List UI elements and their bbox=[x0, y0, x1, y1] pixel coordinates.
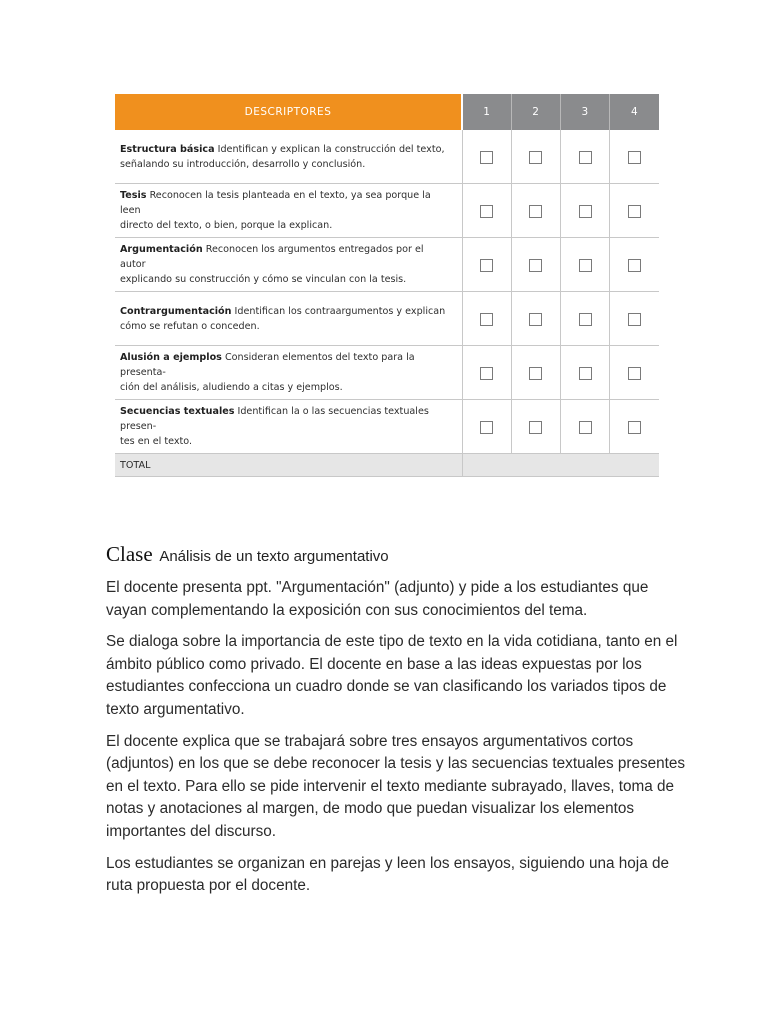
score-checkbox-4[interactable] bbox=[628, 367, 641, 380]
criterion-row-contrargumentacion bbox=[115, 292, 659, 346]
score-checkbox-4[interactable] bbox=[628, 205, 641, 218]
rubric-table bbox=[115, 94, 659, 477]
paragraph-1: El docente presenta ppt. "Argumentación" (adjunto) y pide a los estudiantes que vayan complementando la exposición con sus conocimientos del tema. bbox=[106, 579, 649, 619]
criterion-title: Contrargumentación bbox=[120, 305, 232, 317]
score-checkbox-4[interactable] bbox=[628, 151, 641, 164]
rubric-header-row bbox=[115, 94, 659, 130]
score-checkbox-3[interactable] bbox=[579, 205, 592, 218]
paragraph-3: El docente explica que se trabajará sobre tres ensayos argumentativos cortos (adjuntos) en los que se debe reconocer la tesis y las secuencias textuales presentes en el texto. Para ello se pide intervenir el texto mediante subrayado, llaves, toma de notas y anotaciones al margen, de modo que puedan visualizar los elementos importantes del discurso. bbox=[106, 732, 686, 840]
score-header-4: 4 bbox=[610, 94, 659, 130]
score-checkbox-2[interactable] bbox=[529, 205, 542, 218]
score-checkbox-3[interactable] bbox=[579, 259, 592, 272]
criterion-description bbox=[115, 292, 462, 346]
score-checkbox-2[interactable] bbox=[529, 313, 542, 326]
criterion-text-cont: señalando su introducción, desarrollo y conclusión. bbox=[120, 158, 366, 170]
criterion-title: Secuencias textuales bbox=[120, 406, 235, 417]
criterion-text: Identifican los contraargumentos y explican bbox=[234, 305, 446, 317]
criterion-text-cont: ción del análisis, aludiendo a citas y ejemplos. bbox=[120, 382, 343, 393]
criterion-text: Identifican la o las secuencias textuales presen- bbox=[120, 406, 429, 432]
score-checkbox-1[interactable] bbox=[480, 421, 493, 434]
lesson-section bbox=[106, 540, 686, 907]
criterion-text-cont: cómo se refutan o conceden. bbox=[120, 320, 260, 332]
score-checkbox-1[interactable] bbox=[480, 367, 493, 380]
criterion-title: Argumentación bbox=[120, 244, 203, 255]
criterion-text-cont: directo del texto, o bien, porque la explican. bbox=[120, 220, 333, 231]
score-checkbox-1[interactable] bbox=[480, 313, 493, 326]
score-checkbox-2[interactable] bbox=[529, 367, 542, 380]
score-checkbox-3[interactable] bbox=[579, 313, 592, 326]
score-checkbox-2[interactable] bbox=[529, 259, 542, 272]
criterion-row-estructura bbox=[115, 130, 659, 184]
total-value bbox=[462, 454, 659, 477]
criterion-description bbox=[115, 130, 462, 184]
score-checkbox-2[interactable] bbox=[529, 151, 542, 164]
criterion-text-cont: tes en el texto. bbox=[120, 436, 193, 447]
criterion-text: Consideran elementos del texto para la presenta- bbox=[120, 352, 415, 378]
score-checkbox-3[interactable] bbox=[579, 421, 592, 434]
paragraph-2: Se dialoga sobre la importancia de este tipo de texto en la vida cotidiana, tanto en el ámbito público como privado. El docente en base a las ideas expuestas por los estudiantes confecciona un cuadro donde se van clasificando los variados tipos de texto argumentativo. bbox=[106, 633, 678, 718]
score-checkbox-1[interactable] bbox=[480, 205, 493, 218]
criterion-text: Reconocen los argumentos entregados por el autor bbox=[120, 244, 424, 270]
score-checkbox-4[interactable] bbox=[628, 259, 641, 272]
criterion-row-secuencias bbox=[115, 400, 659, 454]
total-row bbox=[115, 454, 659, 477]
score-checkbox-4[interactable] bbox=[628, 421, 641, 434]
score-header-1: 1 bbox=[462, 94, 511, 130]
criterion-description bbox=[115, 238, 462, 292]
score-checkbox-4[interactable] bbox=[628, 313, 641, 326]
criterion-text: Reconocen la tesis planteada en el texto, ya sea porque la leen bbox=[120, 190, 431, 216]
score-checkbox-3[interactable] bbox=[579, 367, 592, 380]
score-checkbox-2[interactable] bbox=[529, 421, 542, 434]
criterion-row-tesis bbox=[115, 184, 659, 238]
section-title-prefix: Clase bbox=[106, 542, 153, 566]
criterion-description bbox=[115, 400, 462, 454]
criterion-description bbox=[115, 346, 462, 400]
score-checkbox-1[interactable] bbox=[480, 151, 493, 164]
score-header-2: 2 bbox=[511, 94, 560, 130]
paragraph-4: Los estudiantes se organizan en parejas y leen los ensayos, siguiendo una hoja de ruta propuesta por el docente. bbox=[106, 854, 669, 895]
criterion-description bbox=[115, 184, 462, 238]
criterion-text-cont: explicando su construcción y cómo se vinculan con la tesis. bbox=[120, 274, 407, 285]
score-checkbox-1[interactable] bbox=[480, 259, 493, 272]
criterion-row-argumentacion bbox=[115, 238, 659, 292]
descriptors-header: DESCRIPTORES bbox=[115, 94, 462, 130]
criterion-title: Tesis bbox=[120, 190, 147, 201]
section-title-text: Análisis de un texto argumentativo bbox=[159, 548, 389, 565]
total-label: TOTAL bbox=[115, 454, 462, 477]
criterion-title: Estructura básica bbox=[120, 143, 215, 155]
section-title bbox=[106, 540, 686, 568]
score-header-3: 3 bbox=[561, 94, 610, 130]
criterion-title: Alusión a ejemplos bbox=[120, 352, 222, 363]
score-checkbox-3[interactable] bbox=[579, 151, 592, 164]
criterion-row-ejemplos bbox=[115, 346, 659, 400]
criterion-text: Identifican y explican la construcción del texto, bbox=[217, 143, 445, 155]
